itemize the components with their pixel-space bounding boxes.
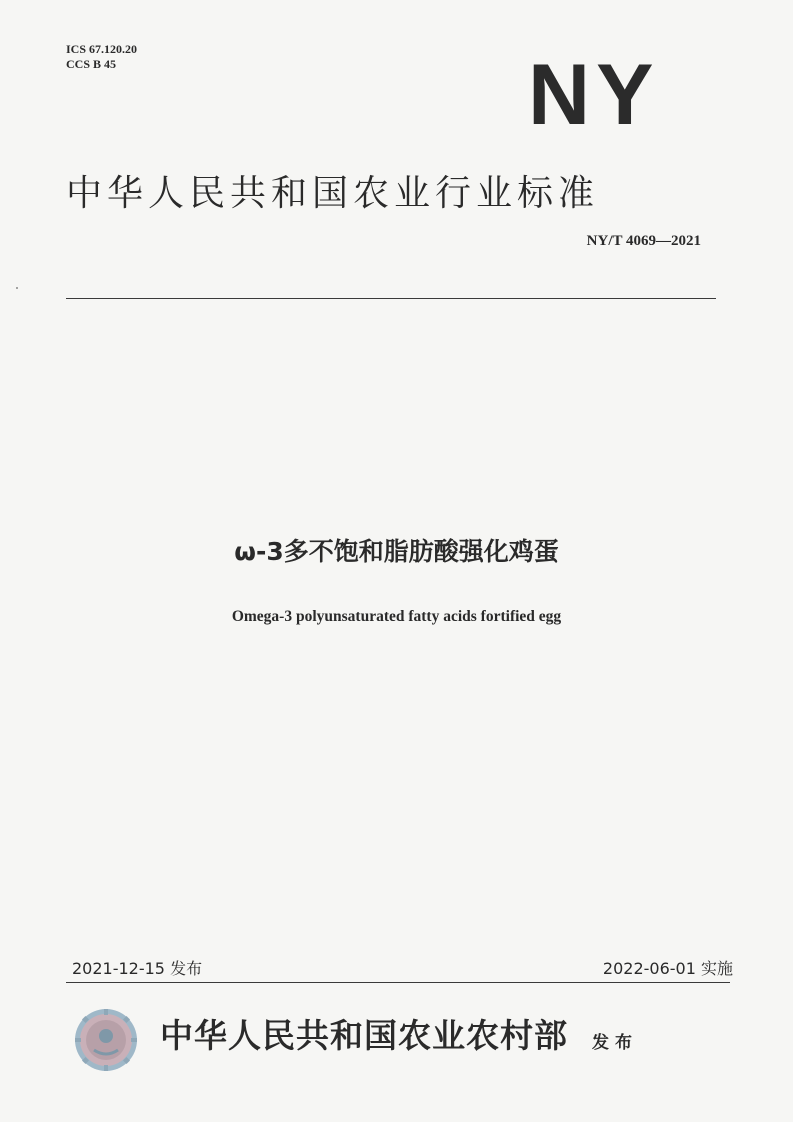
bottom-divider [66,982,730,983]
standard-category-title: 中华人民共和国农业行业标准 [66,173,600,214]
ministry-seal-icon [74,1008,138,1072]
ny-logo: NY [528,47,660,143]
publisher-suffix: 发布 [592,1033,638,1053]
scan-speck [16,287,18,289]
publisher-name: 中华人民共和国农业农村部 [160,1016,568,1055]
implementation-date: 2022-06-01 实施 [602,959,733,978]
ccs-code: CCS B 45 [66,57,117,71]
classification-codes [66,42,137,72]
top-divider [66,298,716,299]
document-title-chinese: ω-3多不饱和脂肪酸强化鸡蛋 [234,537,559,566]
standard-number: NY/T 4069—2021 [586,233,701,249]
issue-date: 2021-12-15 发布 [72,959,203,978]
ics-code: ICS 67.120.20 [66,42,138,56]
document-title-english: Omega-3 polyunsaturated fatty acids fortified egg [231,608,562,625]
